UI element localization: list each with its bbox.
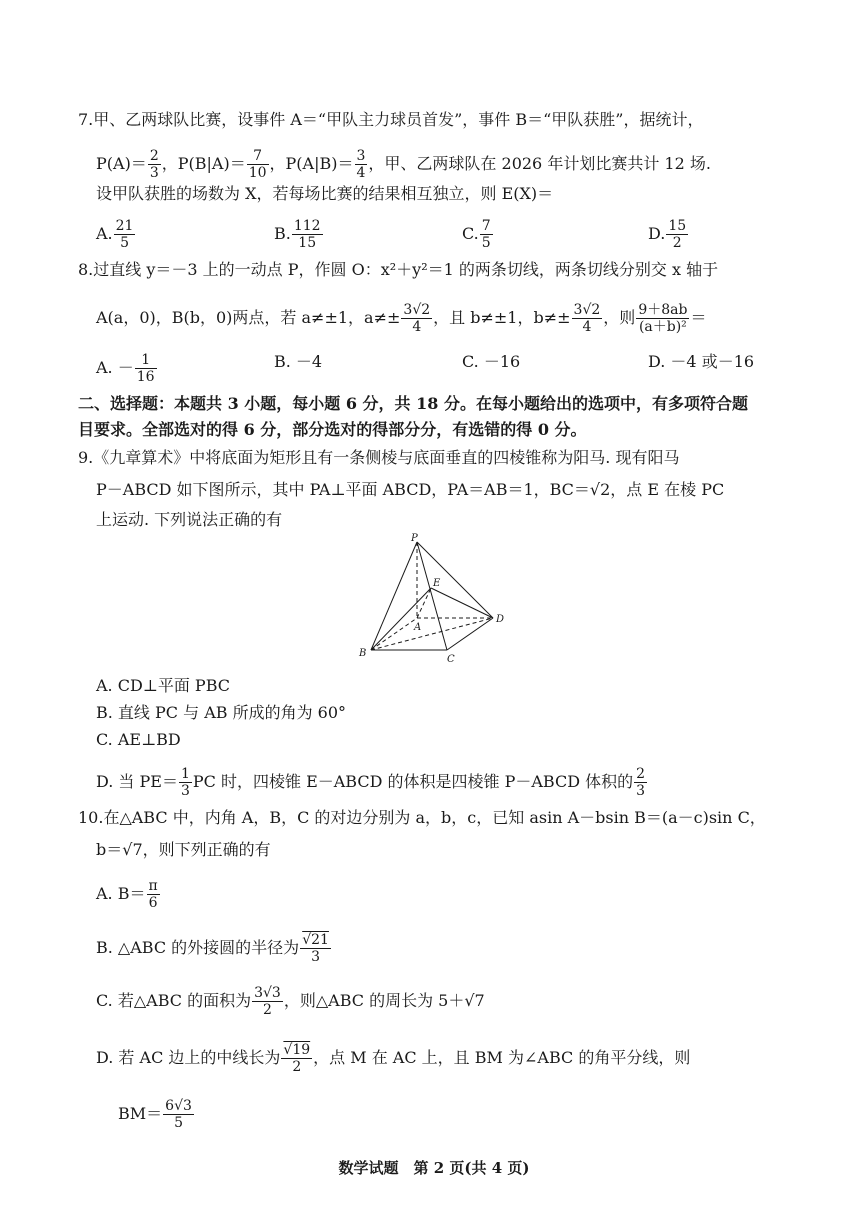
q7-option-c: C. $\frac{7}{5}$ — [462, 218, 491, 251]
label-P: P — [411, 533, 418, 544]
edge-EB — [371, 588, 431, 650]
edge-BD — [371, 618, 493, 650]
q8-option-d: D. －4 或－16 — [648, 352, 755, 371]
q10-stem-line1: 10.在△ABC 中，内角 A，B，C 的对边分别为 a，b，c，已知 asin A－bsin B＝(a－c)sin C， — [78, 808, 766, 827]
edge-ED — [431, 588, 493, 618]
q10-stem-line2: b＝√7，则下列正确的有 — [96, 840, 271, 859]
label-C: C — [447, 654, 455, 665]
q9-stem-line3: 上运动. 下列说法正确的有 — [96, 510, 283, 529]
q9-option-d: D. 当 PE＝ $\frac{1}{3}$ PC 时，四棱锥 E－ABCD 的体积是四棱锥 P－ABCD 体积的 $\frac{2}{3}$ — [96, 766, 646, 799]
label-E: E — [433, 578, 441, 589]
section-header-line1: 二、选择题：本题共 3 小题，每小题 6 分，共 18 分。在每小题给出的选项中，有多项符合题 — [78, 394, 748, 413]
q7-option-b: B. $\frac{112}{15}$ — [274, 218, 321, 251]
q9-stem-line1: 9.《九章算术》中将底面为矩形且有一条侧棱与底面垂直的四棱锥称为阳马. 现有阳马 — [78, 448, 680, 467]
q10-option-d: D. 若 AC 边上的中线长为 $\frac{√19}{2}$ ，点 M 在 AC 上，且 BM 为∠ABC 的角平分线，则 — [96, 1042, 691, 1075]
q9-option-b: B. 直线 PC 与 AB 所成的角为 60° — [96, 703, 347, 722]
edge-CD — [447, 618, 493, 650]
fraction: $\frac{3}{4}$ — [356, 148, 366, 181]
section-header-line2: 目要求。全部选对的得 6 分，部分选对的得部分分，有选错的得 0 分。 — [78, 420, 587, 439]
fraction: $\frac{7}{10}$ — [248, 148, 267, 181]
q10-option-a: A. B＝ $\frac{\pi}{6}$ — [96, 878, 158, 911]
label-B: B — [359, 648, 367, 659]
fraction: $\frac{2}{3}$ — [149, 148, 159, 181]
q8-stem-line2: A(a，0)，B(b，0)两点，若 a≠±1，a≠± $\frac{3√2}{4}$ ，且 b≠±1，b≠± $\frac{3√2}{4}$ ，则 $\frac{9+8ab}{\text{(a＋b)²}}$ ＝ — [96, 302, 707, 335]
q7-stem-line3: 设甲队获胜的场数为 X，若每场比赛的结果相互独立，则 E(X)＝ — [96, 184, 554, 203]
edge-AE — [417, 588, 431, 618]
page-footer: 数学试题 第 2 页(共 4 页) — [338, 1159, 530, 1177]
q8-stem-line1: 8.过直线 y＝－3 上的一动点 P，作圆 O：x²＋y²＝1 的两条切线，两条切线分别交 x 轴于 — [78, 260, 719, 279]
q7-option-a: A. $\frac{21}{5}$ — [96, 218, 134, 251]
q9-option-a: A. CD⊥平面 PBC — [96, 676, 230, 695]
q9-stem-line2: P－ABCD 如下图所示，其中 PA⊥平面 ABCD，PA＝AB＝1，BC＝√2，点 E 在棱 PC — [96, 480, 725, 499]
q7-stem-line2: P(A)＝ $\frac{2}{3}$ ，P(B|A)＝ $\frac{7}{10}$ ，P(A|B)＝ $\frac{3}{4}$ ，甲、乙两球队在 2026 年计划比赛共计 12 场. — [96, 148, 711, 181]
q7-option-d: D. $\frac{15}{2}$ — [648, 218, 687, 251]
q7-stem-line1: 7.甲、乙两球队比赛，设事件 A＝“甲队主力球员首发”，事件 B＝“甲队获胜”，据统计， — [78, 110, 704, 129]
q9-option-c: C. AE⊥BD — [96, 730, 181, 749]
label-A: A — [414, 622, 422, 633]
pyramid-figure — [355, 532, 515, 672]
q8-option-b: B. －4 — [274, 352, 323, 371]
q10-option-b: B. △ABC 的外接圆的半径为 $\frac{√21}{3}$ — [96, 932, 329, 965]
q10-option-d-result: BM＝ $\frac{6√3}{5}$ — [118, 1098, 192, 1131]
q8-option-c: C. －16 — [462, 352, 521, 371]
label-D: D — [496, 614, 505, 625]
edge-PD — [417, 542, 493, 618]
q8-option-a: A. － $\frac{1}{16}$ — [96, 352, 155, 385]
q10-option-c: C. 若△ABC 的面积为 $\frac{3√3}{2}$ ，则△ABC 的周长为 5＋√7 — [96, 985, 485, 1018]
